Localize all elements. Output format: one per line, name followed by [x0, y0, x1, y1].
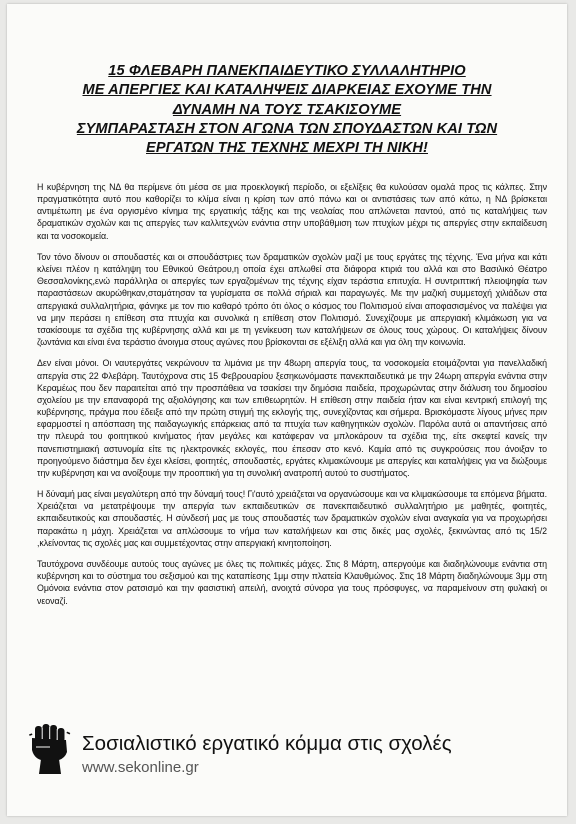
paragraph: Ταυτόχρονα συνδέουμε αυτούς τους αγώνες με όλες τις πολιτικές μάχες. Στις 8 Μάρτη, απεργούμε και διαδηλώνουμε ενάντια στη κυβέρνηση και το σύστημα του σεξισμού και της καταπίεσης 1μμ στην πλατεία Κλαυθμώνος. Στις 18 Μάρτη διαδηλώνουμε 3μμ στη Ομόνοια ενάντια στον ρατσισμό και την φασιστική απειλή, ανοιχτά σύνορα για τους πρόσφυγες, να παραμείνουν στη φυλακή οι νεοναζί. — [37, 559, 547, 606]
paragraph: Η δύναμή μας είναι μεγαλύτερη από την δύναμή τους! Γι'αυτό χρειάζεται να οργανώσουμε και να κλιμακώσουμε τα επόμενα βήματα. Χρειάζεται να μετατρέψουμε την απεργία των εκπαιδευτικών σε πανεκπαιδευτικό συλλαλητήριο με μαθητές, φοιτητές, εκπαιδευτικούς και σπουδαστές. Η σύνδεσή μας με τους σπουδαστές των δραματικών σχολών είναι αναγκαία για να προχωρήσει παρακάτω η μάχη. Χρειάζεται να απλώσουμε το νήμα των καταλήψεων και στις δικές μας σχολές, ξεκινώντας από τις 15/2 ,κλείνοντας τις σχολές μας και συμμετέχοντας στην απεργιακή κινητοποίηση. — [37, 489, 547, 548]
headline-line: ΣΥΜΠΑΡΑΣΤΑΣΗ ΣΤΟΝ ΑΓΩΝΑ ΤΩΝ ΣΠΟΥΔΑΣΤΩΝ ΚΑΙ ΤΩΝ — [76, 120, 498, 137]
paragraph: Δεν είναι μόνοι. Οι ναυτεργάτες νεκρώνουν τα λιμάνια με την 48ωρη απεργία τους, τα νοσοκομεία ετοιμάζονται για πανελλαδική απεργία στις 22 Φλεβάρη. Ταυτόχρονα στις 15 Φεβρουαρίου ξεσηκωνόμαστε πανεκπαιδευτικά με την 24ωρη απεργία ενάντια στην Κεραμέως που δεν παραιτείται από την προσπάθεια να τσακίσει την δημόσια παιδεία, προχωρώντας στην διάλυση του δημοσίου σχολείου με την επαναφορά της αξιολόγησης και των επιθεωρητών. Η επίθεση στην παιδεία ήταν και είναι κεντρική επιλογή της κυβέρνησης, πράγμα που έδειξε από την πρώτη στιγμή της εκλογής της, συνεχίζοντας και σήμερα. Βρισκόμαστε λίγους μήνες πριν εφαρμοστεί η απόσπαση της παιδαγωγικής επάρκειας από τα πτυχία των καθηγητικών σχολών. Παρόλα αυτά οι απαντήσεις από την πλευρά του φοιτητικού κινήματος ήταν μεγάλες και κατάφεραν να μπλοκάρουν τα σχέδια της, είτε σκεφτεί κανείς την πανεπιστημιακή αστυνομία είτε τις ηλεκτρονικές εκλογές, που έπεσαν στο κενό. Καμία από τις συγκρούσεις που άνοιξαν το προηγούμενο διάστημα δεν έχει κλείσει, φοιτητές, σπουδαστές, εργάτες κλιμακώνουμε με απεργίες και καταλήψεις για να διώξουμε την κυβέρνηση και να ανοίξουμε την προοπτική για τη συνολική ανατροπή αυτού το συστήματος. — [37, 358, 547, 478]
raised-fist-icon — [29, 722, 71, 774]
leaflet-page — [7, 4, 567, 816]
headline-line: ΔΥΝΑΜΗ ΝΑ ΤΟΥΣ ΤΣΑΚΙΣΟΥΜΕ — [172, 101, 402, 118]
headline — [27, 62, 547, 158]
organization-name: Σοσιαλιστικό εργατικό κόμμα στις σχολές — [82, 732, 452, 755]
paragraph: Η κυβέρνηση της ΝΔ θα περίμενε ότι μέσα σε μια προεκλογική περίοδο, οι εξελίξεις θα κυλούσαν ομαλά προς τις κάλπες. Στην πραγματικότητα αυτό που καθορίζει το κλίμα είναι η κρίση των από πάνω και οι αντιστάσεις των από κάτω, η ΝΔ βρίσκεται αντιμέτωπη με ένα οργισμένο κίνημα της εργατικής τάξης και της νεολαίας που απλώνεται παντού, από τις καταλήψεις των δραματικών σχολών και τις απεργίες των καλλιτεχνών ενάντια στην υποβάθμιση των πτυχίων μέχρι τις απεργίες στην εκπαίδευση και τα νοσοκομεία. — [37, 182, 547, 241]
footer — [29, 722, 549, 776]
website-link[interactable]: www.sekonline.gr — [82, 759, 199, 776]
headline-line: ΕΡΓΑΤΩΝ ΤΗΣ ΤΕΧΝΗΣ ΜΕΧΡΙ ΤΗ ΝΙΚΗ! — [146, 140, 428, 157]
paragraph: Τον τόνο δίνουν οι σπουδαστές και οι σπουδάστριες των δραματικών σχολών μαζί με τους εργάτες της τέχνης. Ένα μήνα και κάτι κλείνει πλέον η κατάληψη του Εθνικού Θεάτρου,η οποία έχει απλωθεί στα διάφορα κτιριά του αλλά και στο Βασιλικό Θέατρο Θεσσαλονίκης,ενώ παράλληλα οι απεργίες των εργαζομένων της τέχνης είχαν τεράστια επιτυχία. Η συντριπτική πλειοψηφία των παραστάσεων ακυρώθηκαν,σταμάτησαν τα γυρίσματα σε πολλά σήριαλ και παραγωγές. Με την μαζική συμμετοχή χιλιάδων στα απεργιακά συλλαλητήρια, φάνηκε με τον πιο καθαρό τρόπο ότι όλος ο κόσμος του Πολιτισμού είναι αποφασισμένος να παλέψει για να μην περάσει η επίθεση στα πτυχία και συνολικά η επίθεση στον Πολιτισμό. Συνεχίζουμε με απεργιακή κλιμάκωση για να τσακίσουμε τα σχέδια της κυβέρνησης αλλά και με τη γενίκευση των καταλήψεων σε όλους τους χώρους. Οι καταλήψεις δίνουν ζωντάνια και είναι ένα τεράστιο άνοιγμα στους αγώνες που βρίσκονται σε εξέλιξη αλλά και για όλη την κοινωνία. — [37, 251, 547, 348]
article-body — [37, 181, 547, 616]
headline-line: 15 ΦΛΕΒΑΡΗ ΠΑΝΕΚΠΑΙΔΕΥΤΙΚΟ ΣΥΛΛΑΛΗΤΗΡΙΟ — [108, 63, 466, 79]
headline-line: ΜΕ ΑΠΕΡΓΙΕΣ ΚΑΙ ΚΑΤΑΛΗΨΕΙΣ ΔΙΑΡΚΕΙΑΣ ΕΧΟΥΜΕ ΤΗΝ — [82, 82, 492, 99]
